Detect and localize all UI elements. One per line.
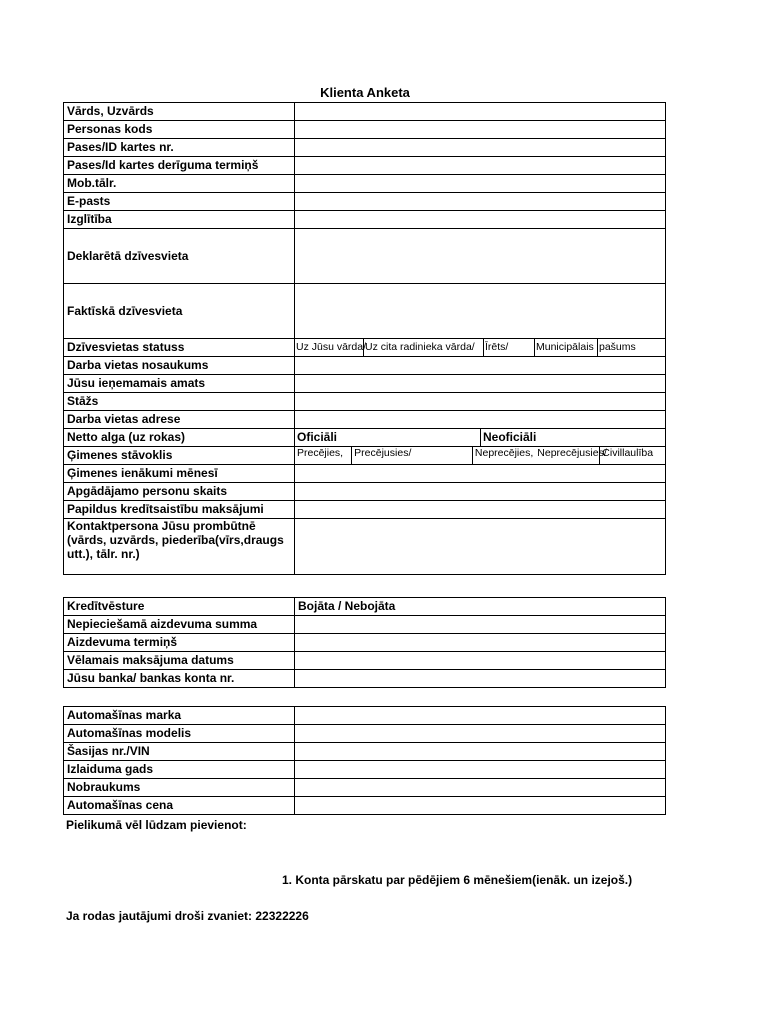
row-label: Automašīnas modelis bbox=[64, 725, 295, 743]
row-label: Izlaiduma gads bbox=[64, 761, 295, 779]
residence-options-cell bbox=[295, 339, 666, 357]
table-row bbox=[64, 229, 666, 284]
input-cell[interactable] bbox=[295, 157, 666, 175]
input-cell[interactable] bbox=[295, 465, 666, 483]
personal-info-table bbox=[63, 102, 666, 575]
table-row bbox=[64, 707, 666, 725]
input-cell[interactable] bbox=[295, 121, 666, 139]
row-label: Nobraukums bbox=[64, 779, 295, 797]
input-cell[interactable] bbox=[295, 411, 666, 429]
table-row bbox=[64, 483, 666, 501]
table-row bbox=[64, 411, 666, 429]
input-cell[interactable] bbox=[295, 634, 666, 652]
row-label: Šasijas nr./VIN bbox=[64, 743, 295, 761]
table-row bbox=[64, 103, 666, 121]
row-label: Netto alga (uz rokas) bbox=[64, 429, 295, 447]
row-label: Izglītība bbox=[64, 211, 295, 229]
input-cell[interactable] bbox=[295, 652, 666, 670]
family-options-cell bbox=[295, 447, 666, 465]
input-cell[interactable] bbox=[295, 779, 666, 797]
residence-option[interactable]: Uz Jūsu vārda/ bbox=[295, 339, 364, 356]
table-row bbox=[64, 598, 666, 616]
table-row bbox=[64, 761, 666, 779]
input-cell[interactable] bbox=[295, 229, 666, 284]
input-cell[interactable] bbox=[295, 357, 666, 375]
salary-options-cell bbox=[295, 429, 666, 447]
row-label: Automašīnas marka bbox=[64, 707, 295, 725]
table-row bbox=[64, 193, 666, 211]
salary-option-unofficial[interactable]: Neoficiāli bbox=[483, 430, 537, 444]
table-row bbox=[64, 175, 666, 193]
table-row bbox=[64, 743, 666, 761]
row-label: Vēlamais maksājuma datums bbox=[64, 652, 295, 670]
row-label: Stāžs bbox=[64, 393, 295, 411]
salary-option-official[interactable]: Oficiāli bbox=[295, 429, 481, 446]
family-option[interactable]: Civillaulība bbox=[602, 447, 654, 459]
input-cell[interactable] bbox=[295, 670, 666, 688]
row-label: Darba vietas nosaukums bbox=[64, 357, 295, 375]
table-row bbox=[64, 375, 666, 393]
row-label: Jūsu ieņemamais amats bbox=[64, 375, 295, 393]
table-row bbox=[64, 652, 666, 670]
input-cell[interactable] bbox=[295, 375, 666, 393]
input-cell[interactable] bbox=[295, 501, 666, 519]
car-info-table bbox=[63, 706, 666, 815]
row-label: Papildus kredītsaistību maksājumi bbox=[64, 501, 295, 519]
row-label: Jūsu banka/ bankas konta nr. bbox=[64, 670, 295, 688]
row-label: Nepieciešamā aizdevuma summa bbox=[64, 616, 295, 634]
table-row bbox=[64, 634, 666, 652]
input-cell[interactable] bbox=[295, 707, 666, 725]
input-cell[interactable] bbox=[295, 725, 666, 743]
table-row bbox=[64, 284, 666, 339]
input-cell[interactable] bbox=[295, 483, 666, 501]
row-label: Kredītvēsture bbox=[64, 598, 295, 616]
loan-info-table bbox=[63, 597, 666, 688]
credit-history-value[interactable]: Bojāta / Nebojāta bbox=[295, 598, 666, 616]
row-label: Mob.tālr. bbox=[64, 175, 295, 193]
row-label: Automašīnas cena bbox=[64, 797, 295, 815]
residence-option[interactable]: Municipālais bbox=[535, 339, 598, 356]
input-cell[interactable] bbox=[295, 519, 666, 575]
contact-note: Ja rodas jautājumi droši zvaniet: 22322226 bbox=[66, 909, 309, 923]
row-label: Apgādājamo personu skaits bbox=[64, 483, 295, 501]
input-cell[interactable] bbox=[295, 616, 666, 634]
table-row bbox=[64, 393, 666, 411]
table-row bbox=[64, 157, 666, 175]
row-label: Pases/ID kartes nr. bbox=[64, 139, 295, 157]
attachment-item: 1. Konta pārskatu par pēdējiem 6 mēnešiem(ienāk. un izejoš.) bbox=[282, 873, 633, 887]
residence-option[interactable]: Uz cita radinieka vārda/ bbox=[364, 339, 484, 356]
input-cell[interactable] bbox=[295, 193, 666, 211]
family-option[interactable]: Neprecējusies/ bbox=[535, 447, 600, 464]
row-label: Pases/Id kartes derīguma termiņš bbox=[64, 157, 295, 175]
row-label: Deklarētā dzīvesvieta bbox=[64, 229, 295, 284]
row-label: Personas kods bbox=[64, 121, 295, 139]
input-cell[interactable] bbox=[295, 284, 666, 339]
residence-option[interactable]: pašums bbox=[599, 341, 636, 353]
row-label: Aizdevuma termiņš bbox=[64, 634, 295, 652]
family-option[interactable]: Precējusies/ bbox=[352, 447, 473, 464]
table-row bbox=[64, 339, 666, 357]
row-label: Kontaktpersona Jūsu prombūtnē (vārds, uzvārds, piederība(vīrs,draugs utt.), tālr. nr.) bbox=[64, 519, 295, 575]
family-option[interactable]: Precējies, bbox=[295, 447, 352, 464]
row-label: Faktīskā dzīvesvieta bbox=[64, 284, 295, 339]
table-row bbox=[64, 779, 666, 797]
input-cell[interactable] bbox=[295, 761, 666, 779]
row-label: Ģimenes ienākumi mēnesī bbox=[64, 465, 295, 483]
table-row bbox=[64, 670, 666, 688]
residence-option[interactable]: Īrēts/ bbox=[484, 339, 535, 356]
row-label: Ģimenes stāvoklis bbox=[64, 447, 295, 465]
input-cell[interactable] bbox=[295, 797, 666, 815]
form-title: Klienta Anketa bbox=[320, 85, 410, 100]
input-cell[interactable] bbox=[295, 211, 666, 229]
row-label: Dzīvesvietas statuss bbox=[64, 339, 295, 357]
table-row bbox=[64, 616, 666, 634]
row-label: Darba vietas adrese bbox=[64, 411, 295, 429]
table-row bbox=[64, 429, 666, 447]
row-label: E-pasts bbox=[64, 193, 295, 211]
table-row bbox=[64, 121, 666, 139]
table-row bbox=[64, 211, 666, 229]
table-row bbox=[64, 139, 666, 157]
input-cell[interactable] bbox=[295, 743, 666, 761]
table-row bbox=[64, 725, 666, 743]
table-row bbox=[64, 797, 666, 815]
input-cell[interactable] bbox=[295, 175, 666, 193]
input-cell[interactable] bbox=[295, 393, 666, 411]
input-cell[interactable] bbox=[295, 139, 666, 157]
row-label: Vārds, Uzvārds bbox=[64, 103, 295, 121]
input-cell[interactable] bbox=[295, 103, 666, 121]
attachment-note: Pielikumā vēl lūdzam pievienot: bbox=[66, 818, 247, 832]
table-row bbox=[64, 465, 666, 483]
table-row bbox=[64, 501, 666, 519]
family-option[interactable]: Neprecējies, bbox=[474, 447, 534, 459]
table-row bbox=[64, 447, 666, 465]
table-row bbox=[64, 357, 666, 375]
table-row bbox=[64, 519, 666, 575]
